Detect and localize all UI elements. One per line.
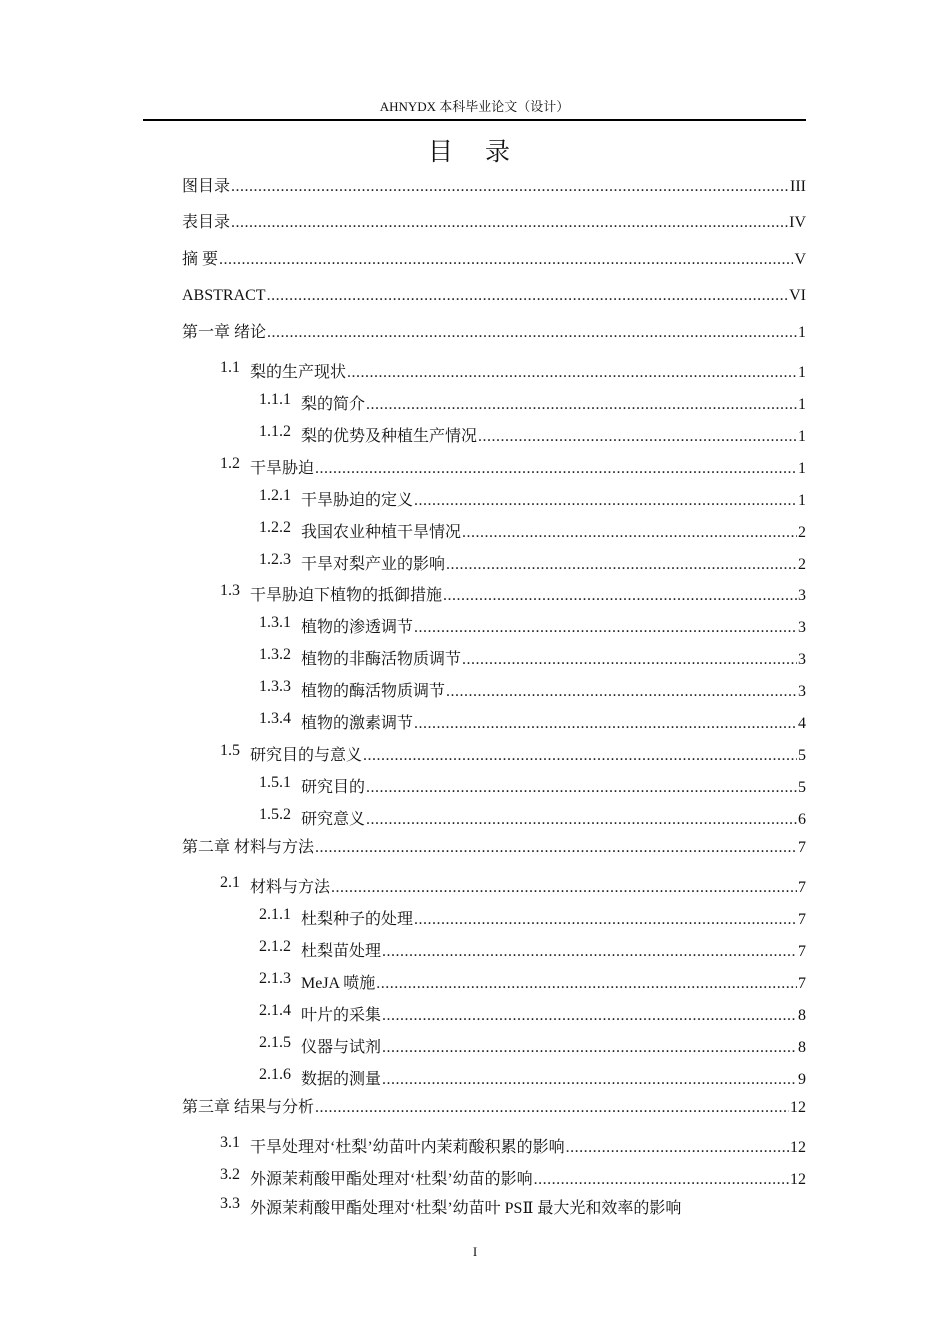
toc-entry-text	[0, 1034, 381, 1057]
toc-entry[interactable]	[0, 245, 806, 269]
toc-entry-text	[0, 678, 445, 701]
toc-entry-page: 1	[798, 364, 806, 381]
toc-entry-label: 干旱对梨产业的影响	[301, 556, 446, 573]
toc-entry-page: 8	[798, 1007, 806, 1024]
toc-leader-dots	[414, 492, 797, 510]
toc-entry-label: 第一章 绪论	[182, 324, 267, 341]
toc-entry-label: 杜梨苗处理	[301, 943, 382, 960]
toc-entry-label: 研究目的	[301, 779, 366, 796]
toc-entry[interactable]	[0, 833, 806, 857]
toc-entry-number: 1.1	[220, 359, 240, 376]
toc-entry-label: 我国农业种植干旱情况	[301, 524, 462, 541]
toc-leader-dots	[534, 1171, 789, 1189]
toc-entry-label: 外源茉莉酸甲酯处理对‘杜梨’幼苗叶 PSⅡ 最大光和效率的影响	[250, 1200, 682, 1217]
toc-entry-number: 1.3.2	[259, 646, 291, 663]
toc-entry-text	[0, 1134, 565, 1157]
toc-entry-text	[0, 287, 266, 305]
toc-entry-page: 2	[798, 524, 806, 541]
toc-entry[interactable]	[0, 518, 806, 542]
toc-entry-text	[0, 1002, 381, 1025]
toc-entry-text	[0, 970, 375, 993]
toc-entry[interactable]	[0, 581, 806, 605]
toc-leader-dots	[382, 943, 797, 961]
toc-entry-number: 1.5	[220, 742, 240, 759]
toc-leader-dots	[414, 715, 797, 733]
toc-entry-page: 7	[798, 975, 806, 992]
toc-leader-dots	[366, 811, 797, 829]
toc-entry[interactable]	[0, 937, 806, 961]
toc-entry-page: 3	[798, 619, 806, 636]
toc-entry-label: 摘 要	[182, 251, 219, 268]
toc-entry-text	[0, 173, 230, 196]
toc-entry-label: 干旱胁迫的定义	[301, 492, 414, 509]
toc-entry-number: 1.3	[220, 582, 240, 599]
toc-entry-page: 9	[798, 1071, 806, 1088]
toc-entry[interactable]	[0, 172, 806, 196]
toc-entry-page: 12	[790, 1171, 806, 1188]
toc-entry-number: 2.1.2	[259, 938, 291, 955]
toc-entry[interactable]	[0, 1033, 806, 1057]
toc-entry-label: 杜梨种子的处理	[301, 911, 414, 928]
toc-leader-dots	[315, 1099, 789, 1117]
toc-leader-dots	[446, 556, 797, 574]
toc-entry-text	[0, 209, 230, 232]
toc-entry-page: 1	[798, 396, 806, 413]
toc-entry[interactable]	[0, 873, 806, 897]
toc-entry[interactable]	[0, 613, 806, 637]
toc-entry-number: 1.2.2	[259, 519, 291, 536]
toc-leader-dots	[231, 214, 788, 232]
header-rule	[143, 119, 806, 121]
toc-entry[interactable]	[0, 486, 806, 510]
toc-leader-dots	[366, 779, 797, 797]
toc-leader-dots	[462, 651, 797, 669]
toc-entry-page: 5	[798, 747, 806, 764]
toc-entry[interactable]	[0, 969, 806, 993]
toc-leader-dots	[462, 524, 797, 542]
toc-entry-number: 3.3	[220, 1195, 240, 1212]
toc-entry-page: 2	[798, 556, 806, 573]
toc-leader-dots	[363, 747, 797, 765]
toc-entry-page: 1	[798, 324, 806, 341]
toc-entry-number: 1.2.3	[259, 551, 291, 568]
toc-leader-dots	[267, 324, 797, 342]
toc-entry-number: 1.5.1	[259, 774, 291, 791]
toc-entry-number: 2.1.1	[259, 906, 291, 923]
toc-leader-dots	[331, 879, 797, 897]
toc-entry[interactable]	[0, 805, 806, 829]
toc-leader-dots	[366, 396, 797, 414]
toc-leader-dots	[347, 364, 797, 382]
toc-entry-text	[0, 423, 477, 446]
toc-entry-text	[0, 519, 461, 542]
toc-entry-text	[0, 391, 365, 414]
toc-entry[interactable]	[0, 318, 806, 342]
toc-entry-page: 1	[798, 428, 806, 445]
toc-leader-dots	[446, 683, 797, 701]
toc-entry-text	[0, 834, 314, 857]
toc-entry-page: 7	[798, 839, 806, 856]
toc-entry-number: 2.1	[220, 874, 240, 891]
toc-entry-label: 植物的激素调节	[301, 715, 414, 732]
toc-entry-page: 7	[798, 911, 806, 928]
toc-entry[interactable]	[0, 1001, 806, 1025]
toc-entry-label: 植物的非酶活物质调节	[301, 651, 462, 668]
toc-entry-text	[0, 806, 365, 829]
toc-leader-dots	[478, 428, 797, 446]
toc-entry-number: 2.1.4	[259, 1002, 291, 1019]
toc-entry[interactable]	[0, 709, 806, 733]
toc-entry-text	[0, 774, 365, 797]
toc-entry-text	[0, 1166, 533, 1189]
toc-entry-page: 7	[798, 879, 806, 896]
toc-entry[interactable]	[0, 1165, 806, 1189]
toc-entry-number: 1.1.1	[259, 391, 291, 408]
toc-entry-label: 第二章 材料与方法	[182, 839, 315, 856]
toc-entry-page: III	[790, 178, 806, 195]
toc-entry[interactable]	[0, 1065, 806, 1089]
toc-entry-page: 7	[798, 943, 806, 960]
toc-entry-number: 3.2	[220, 1166, 240, 1183]
toc-leader-dots	[382, 1071, 797, 1089]
toc-entry-label: 梨的简介	[301, 396, 366, 413]
toc-entry-text	[0, 710, 413, 733]
toc-entry[interactable]	[0, 208, 806, 232]
toc-entry-label: 研究意义	[301, 811, 366, 828]
toc-entry-label: 第三章 结果与分析	[182, 1099, 315, 1116]
toc-entry-text	[0, 246, 218, 269]
toc-entry-label: 材料与方法	[250, 879, 331, 896]
toc-leader-dots	[414, 911, 797, 929]
toc-entry-number: 1.1.2	[259, 423, 291, 440]
toc-entry-text	[0, 359, 346, 382]
toc-entry-label: 梨的生产现状	[250, 364, 347, 381]
toc-entry-label: 数据的测量	[301, 1071, 382, 1088]
toc-entry[interactable]	[0, 645, 806, 669]
toc-leader-dots	[231, 178, 789, 196]
toc-entry-label: ABSTRACT	[182, 287, 266, 304]
toc-entry[interactable]	[0, 358, 806, 382]
toc-entry-page: V	[794, 251, 806, 268]
toc-title: 目 录	[428, 137, 522, 166]
toc-entry-text	[0, 551, 445, 574]
toc-leader-dots	[315, 839, 797, 857]
toc-entry-label: 干旱胁迫下植物的抵御措施	[250, 587, 443, 604]
toc-entry-label: 仪器与试剂	[301, 1039, 382, 1056]
toc-entry-text	[0, 1094, 314, 1117]
toc-entry-page: 5	[798, 779, 806, 796]
toc-leader-dots	[315, 460, 797, 478]
toc-entry-text	[0, 938, 381, 961]
toc-entry-page: 8	[798, 1039, 806, 1056]
toc-entry-page: IV	[789, 214, 806, 231]
toc-entry-text	[0, 319, 266, 342]
toc-entry[interactable]	[0, 281, 806, 305]
toc-entry-page: 12	[790, 1099, 806, 1116]
toc-entry-page: 4	[798, 715, 806, 732]
toc-entry-label: 研究目的与意义	[250, 747, 363, 764]
toc-leader-dots	[219, 251, 793, 269]
toc-leader-dots	[414, 619, 797, 637]
toc-entry-last[interactable]	[220, 1195, 806, 1218]
toc-entry-page: 3	[798, 587, 806, 604]
toc-entry-page: 6	[798, 811, 806, 828]
toc-entry-number: 1.2	[220, 455, 240, 472]
toc-entry-page: 1	[798, 460, 806, 477]
toc-entry-text	[0, 742, 362, 765]
page-header: AHNYDX 本科毕业论文（设计）	[379, 99, 570, 114]
toc-entry[interactable]	[0, 422, 806, 446]
toc-entry-label: 外源茉莉酸甲酯处理对‘杜梨’幼苗的影响	[250, 1171, 533, 1188]
toc-entry-label: 图目录	[182, 178, 231, 195]
toc-leader-dots	[376, 975, 797, 993]
toc-entry[interactable]	[0, 677, 806, 701]
toc-entry-label: 植物的酶活物质调节	[301, 683, 446, 700]
toc-entry-number: 1.2.1	[259, 487, 291, 504]
toc-entry-number: 1.3.4	[259, 710, 291, 727]
toc-entry-page: 3	[798, 651, 806, 668]
toc-entry-label: 植物的渗透调节	[301, 619, 414, 636]
toc-entry[interactable]	[0, 773, 806, 797]
toc-entry[interactable]	[0, 741, 806, 765]
toc-entry-page: 1	[798, 492, 806, 509]
toc-entry-text	[0, 614, 413, 637]
toc-entry[interactable]	[0, 390, 806, 414]
toc-entry-text	[0, 906, 413, 929]
toc-entry-number: 1.3.1	[259, 614, 291, 631]
toc-entry-number: 2.1.6	[259, 1066, 291, 1083]
toc-entry[interactable]	[0, 550, 806, 574]
toc-leader-dots	[443, 587, 797, 605]
toc-entry-page: 3	[798, 683, 806, 700]
toc-entry-text	[0, 874, 330, 897]
toc-entry-number: 1.3.3	[259, 678, 291, 695]
toc-entry-label: 表目录	[182, 214, 231, 231]
toc-entry-label: 干旱处理对‘杜梨’幼苗叶内茉莉酸积累的影响	[250, 1139, 565, 1156]
toc-entry-text	[0, 646, 461, 669]
toc-entry-number: 1.5.2	[259, 806, 291, 823]
toc-entry-page: VI	[789, 287, 806, 304]
toc-entry-label: 叶片的采集	[301, 1007, 382, 1024]
toc-entry-page: 12	[790, 1139, 806, 1156]
toc-entry[interactable]	[0, 1133, 806, 1157]
toc-entry[interactable]	[0, 1093, 806, 1117]
toc-leader-dots	[382, 1039, 797, 1057]
toc-leader-dots	[566, 1139, 789, 1157]
toc-leader-dots	[382, 1007, 797, 1025]
toc-entry-text	[0, 487, 413, 510]
toc-entry-number: 2.1.3	[259, 970, 291, 987]
toc-entry-label: 干旱胁迫	[250, 460, 315, 477]
toc-entry-text	[0, 582, 442, 605]
toc-entry-number: 3.1	[220, 1134, 240, 1151]
toc-entry-label: 梨的优势及种植生产情况	[301, 428, 478, 445]
toc-entry[interactable]	[0, 905, 806, 929]
toc-entry[interactable]	[0, 454, 806, 478]
page-number: I	[472, 1244, 478, 1259]
toc-entry-text	[0, 455, 314, 478]
toc-leader-dots	[267, 287, 789, 305]
toc-entry-text	[0, 1066, 381, 1089]
toc-entry-label: MeJA 喷施	[301, 975, 376, 992]
toc-entry-number: 2.1.5	[259, 1034, 291, 1051]
